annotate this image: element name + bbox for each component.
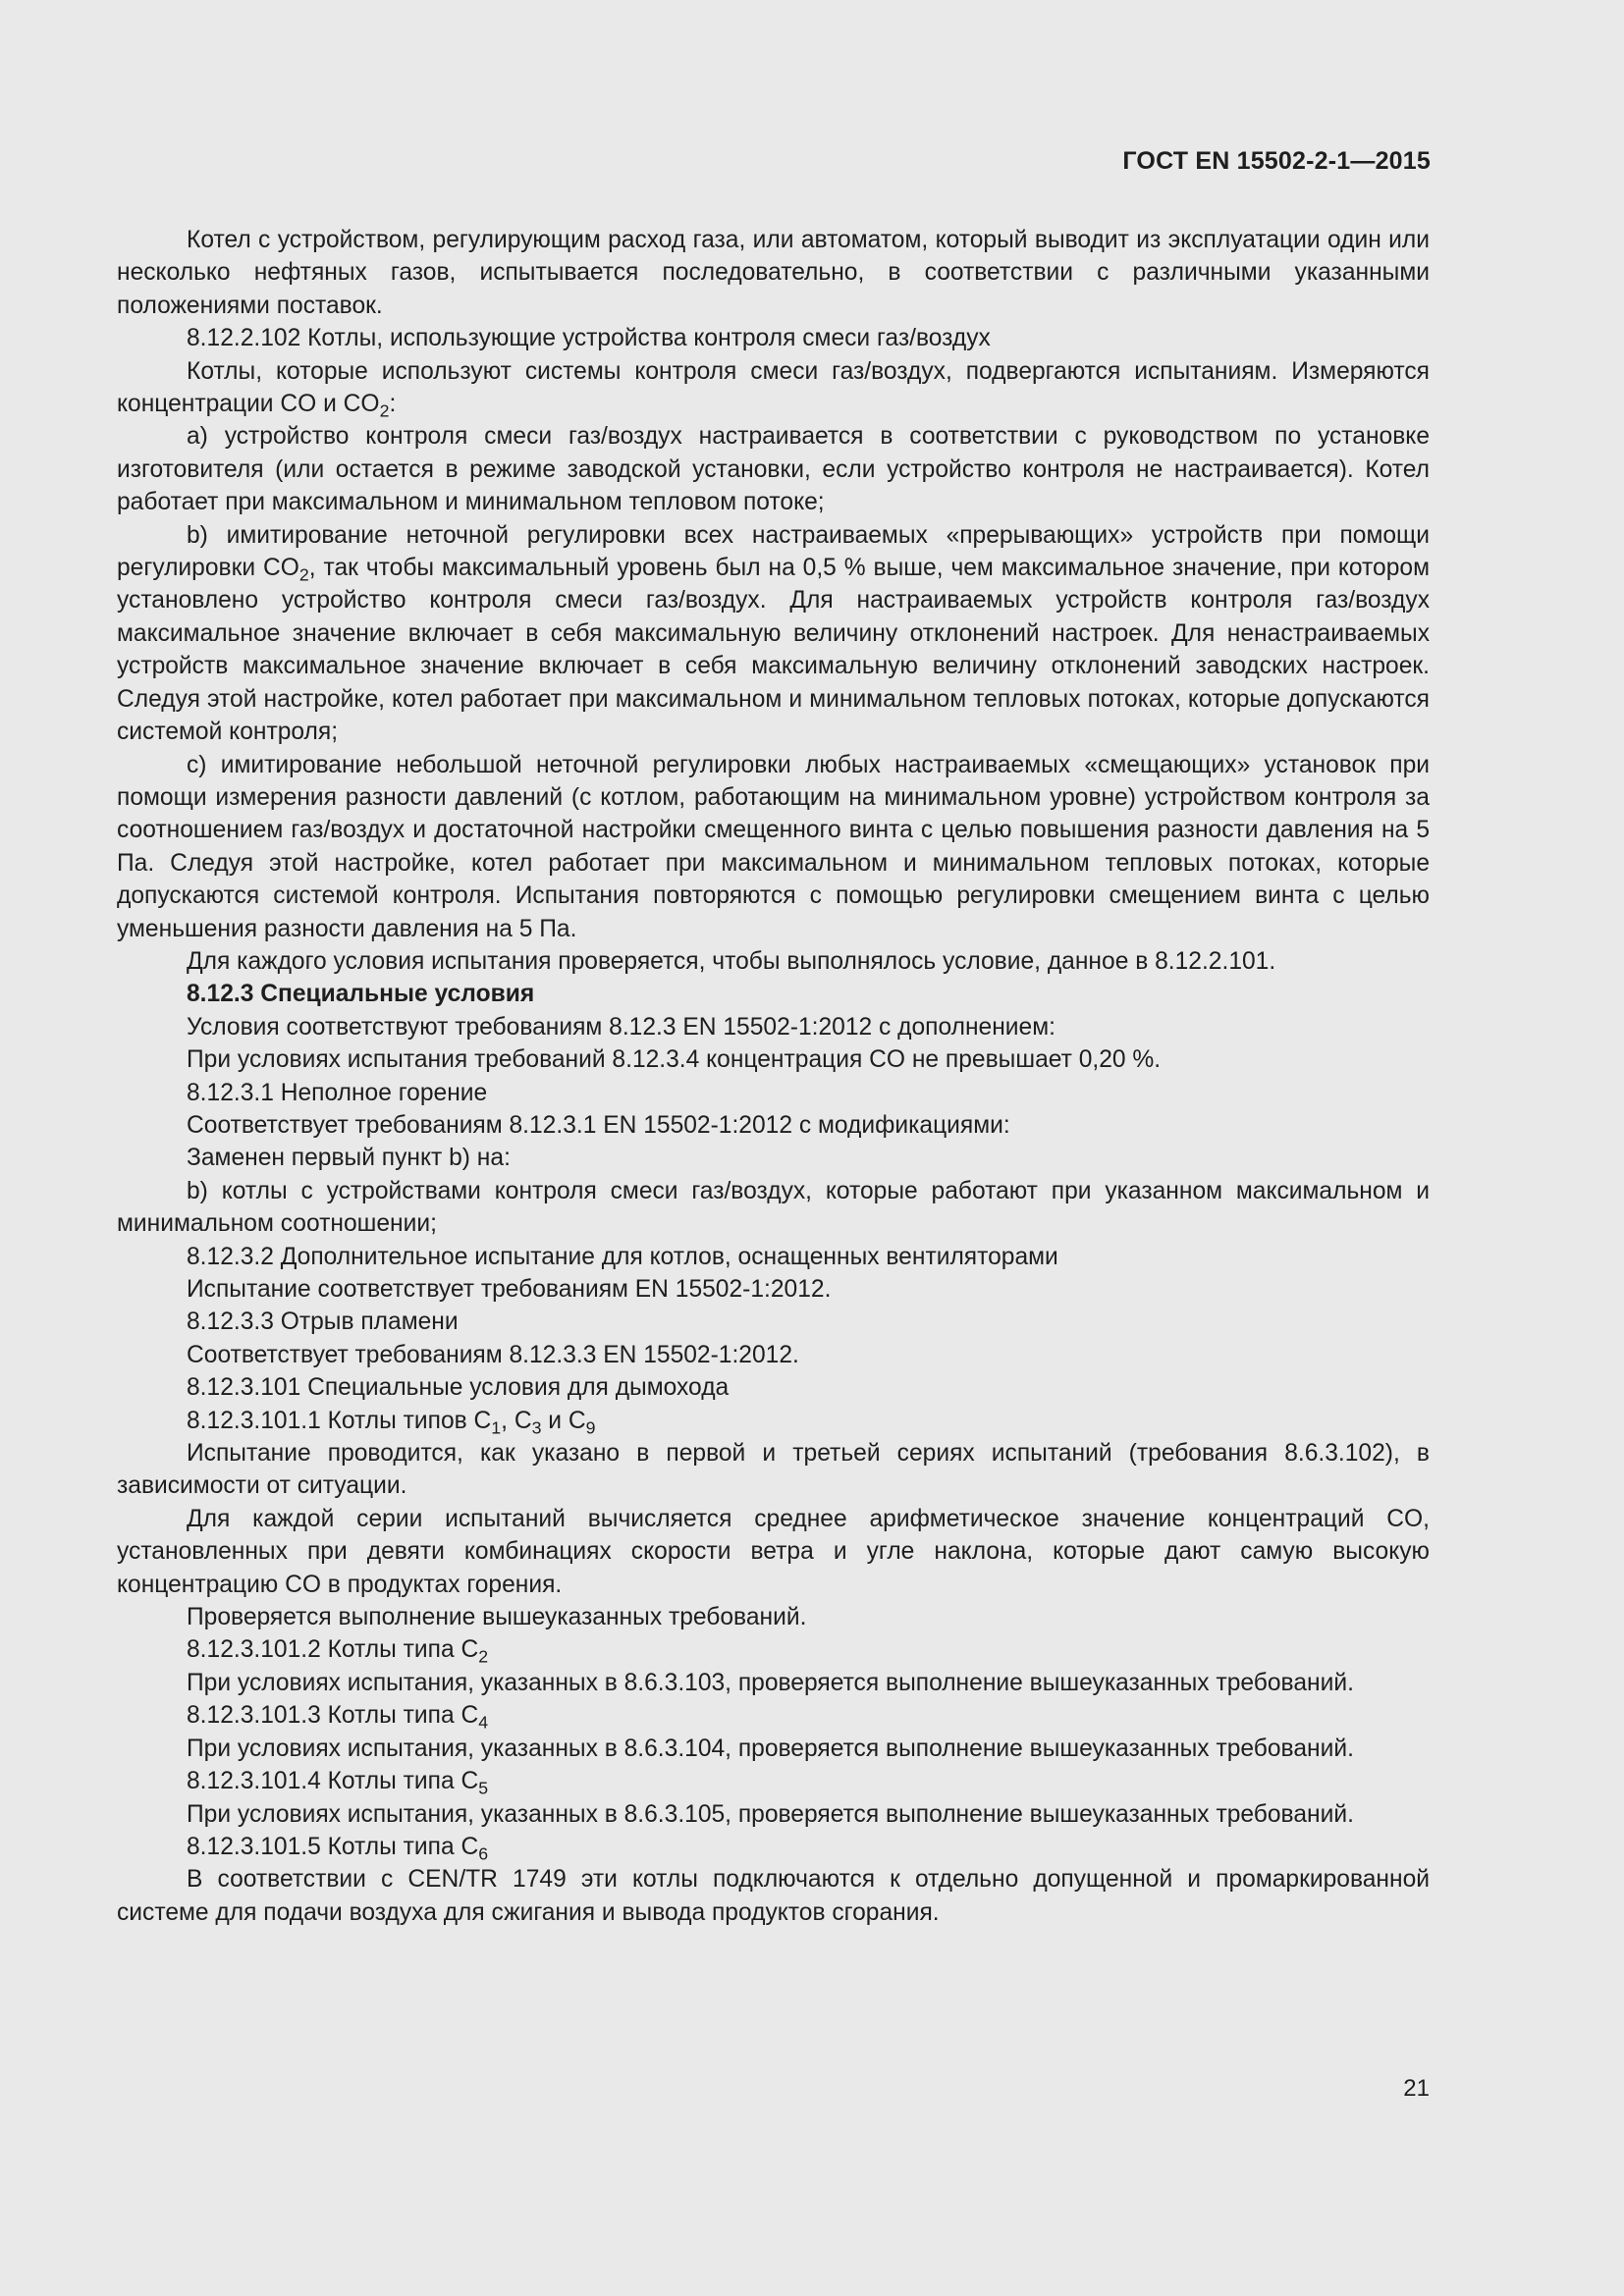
subsection-heading: 8.12.3.101.2 Котлы типа $C_2$: [187, 1636, 489, 1668]
subsection-heading: 8.12.3.3 Отрыв пламени: [187, 1308, 459, 1336]
subsection-heading: 8.12.2.102 Котлы, использующие устройства контроля смеси газ/воздух: [187, 325, 991, 352]
document-body: [117, 224, 1430, 1929]
section-heading: 8.12.3 Специальные условия: [187, 981, 535, 1008]
paragraph: Условия соответствуют требованиям 8.12.3 EN 15502-1:2012 с дополнением:: [187, 1013, 1056, 1041]
paragraph: Проверяется выполнение вышеуказанных требований.: [187, 1604, 807, 1631]
subsection-heading: 8.12.3.101 Специальные условия для дымохода: [187, 1374, 730, 1402]
paragraph: Испытание соответствует требованиям EN 15502-1:2012.: [187, 1276, 832, 1303]
paragraph: Испытание проводится, как указано в первой и третьей сериях испытаний (требования 8.6.3.102), в зависимости от ситуации.: [117, 1440, 1430, 1500]
subsection-heading: 8.12.3.101.3 Котлы типа $C_4$: [187, 1702, 489, 1733]
paragraph: Соответствует требованиям 8.12.3.1 EN 15502-1:2012 с модификациями:: [187, 1111, 1010, 1139]
paragraph: Соответствует требованиям 8.12.3.3 EN 15502-1:2012.: [187, 1341, 799, 1368]
paragraph: Котлы, которые используют системы контроля смеси газ/воздух, подвергаются испытаниям. Измеряются концентрации CO и $CO_2$:: [117, 357, 1430, 421]
paragraph: При условиях испытания требований 8.12.3.4 концентрация CO не превышает 0,20 %.: [187, 1046, 1162, 1074]
paragraph: Котел с устройством, регулирующим расход газа, или автоматом, который выводит из эксплуатации один или несколько нефтяных газов, испытывается последовательно, в соответствии с различными указанными положениями поставок.: [117, 227, 1430, 319]
list-item: b) котлы с устройствами контроля смеси газ/воздух, которые работают при указанном максимальном и минимальном соотношении;: [117, 1177, 1430, 1238]
standard-code-header: ГОСТ EN 15502-2-1—2015: [1122, 147, 1431, 175]
subsection-heading: 8.12.3.101.5 Котлы типа $C_6$: [187, 1833, 489, 1864]
list-item: c) имитирование небольшой неточной регулировки любых настраиваемых «смещающих» установок при помощи измерения разности давлений (с котлом, работающим на минимальном уровне) устройством контроля за соотношением газ/воздух и достаточной настройки смещенного винта с целью повышения разности давления на 5 Па. Следуя этой настройке, котел работает при максимальном и минимальном тепловых потоках, которые допускаются системой контроля. Испытания повторяются с помощью регулировки смещением винта с целью уменьшения разности давления на 5 Па.: [117, 751, 1430, 942]
paragraph: Для каждого условия испытания проверяется, чтобы выполнялось условие, данное в 8.12.2.101.: [187, 947, 1276, 975]
subsection-heading: 8.12.3.1 Неполное горение: [187, 1079, 488, 1106]
page-number: 21: [1403, 2075, 1430, 2102]
paragraph: При условиях испытания, указанных в 8.6.3.103, проверяется выполнение вышеуказанных требований.: [187, 1669, 1354, 1696]
paragraph: При условиях испытания, указанных в 8.6.3.104, проверяется выполнение вышеуказанных требований.: [187, 1735, 1354, 1762]
paragraph: Заменен первый пункт b) на:: [187, 1145, 511, 1172]
subsection-heading: 8.12.3.2 Дополнительное испытание для котлов, оснащенных вентиляторами: [187, 1243, 1058, 1270]
subsection-heading: 8.12.3.101.1 Котлы типов $C_1$, $C_3$ и $C_9$: [187, 1407, 596, 1438]
list-item: a) устройство контроля смеси газ/воздух настраивается в соответствии с руководством по установке изготовителя (или остается в режиме заводской установки, если устройство контроля не настраивается). Котел работает при максимальном и минимальном тепловом потоке;: [117, 423, 1430, 516]
paragraph: В соответствии с CEN/TR 1749 эти котлы подключаются к отдельно допущенной и промаркированной системе для подачи воздуха для сжигания и вывода продуктов сгорания.: [117, 1866, 1430, 1926]
subsection-heading: 8.12.3.101.4 Котлы типа $C_5$: [187, 1768, 489, 1798]
list-item: b) имитирование неточной регулировки всех настраиваемых «прерывающих» устройств при помощи регулировки $CO_2$, так чтобы максимальный уровень был на 0,5 % выше, чем максимальное значение, при котором установлено устройство контроля смеси газ/воздух. Для настраиваемых устройств контроля газ/воздух максимальное значение включает в себя максимальную величину отклонений настроек. Для ненастраиваемых устройств максимальное значение включает в себя максимальную величину отклонений заводских настроек. Следуя этой настройке, котел работает при максимальном и минимальном тепловых потоках, которые допускаются системой контроля;: [117, 521, 1430, 746]
paragraph: При условиях испытания, указанных в 8.6.3.105, проверяется выполнение вышеуказанных требований.: [187, 1800, 1354, 1828]
paragraph: Для каждой серии испытаний вычисляется среднее арифметическое значение концентраций CO, установленных при девяти комбинациях скорости ветра и угле наклона, которые дают самую высокую концентрацию CO в продуктах горения.: [117, 1505, 1430, 1598]
